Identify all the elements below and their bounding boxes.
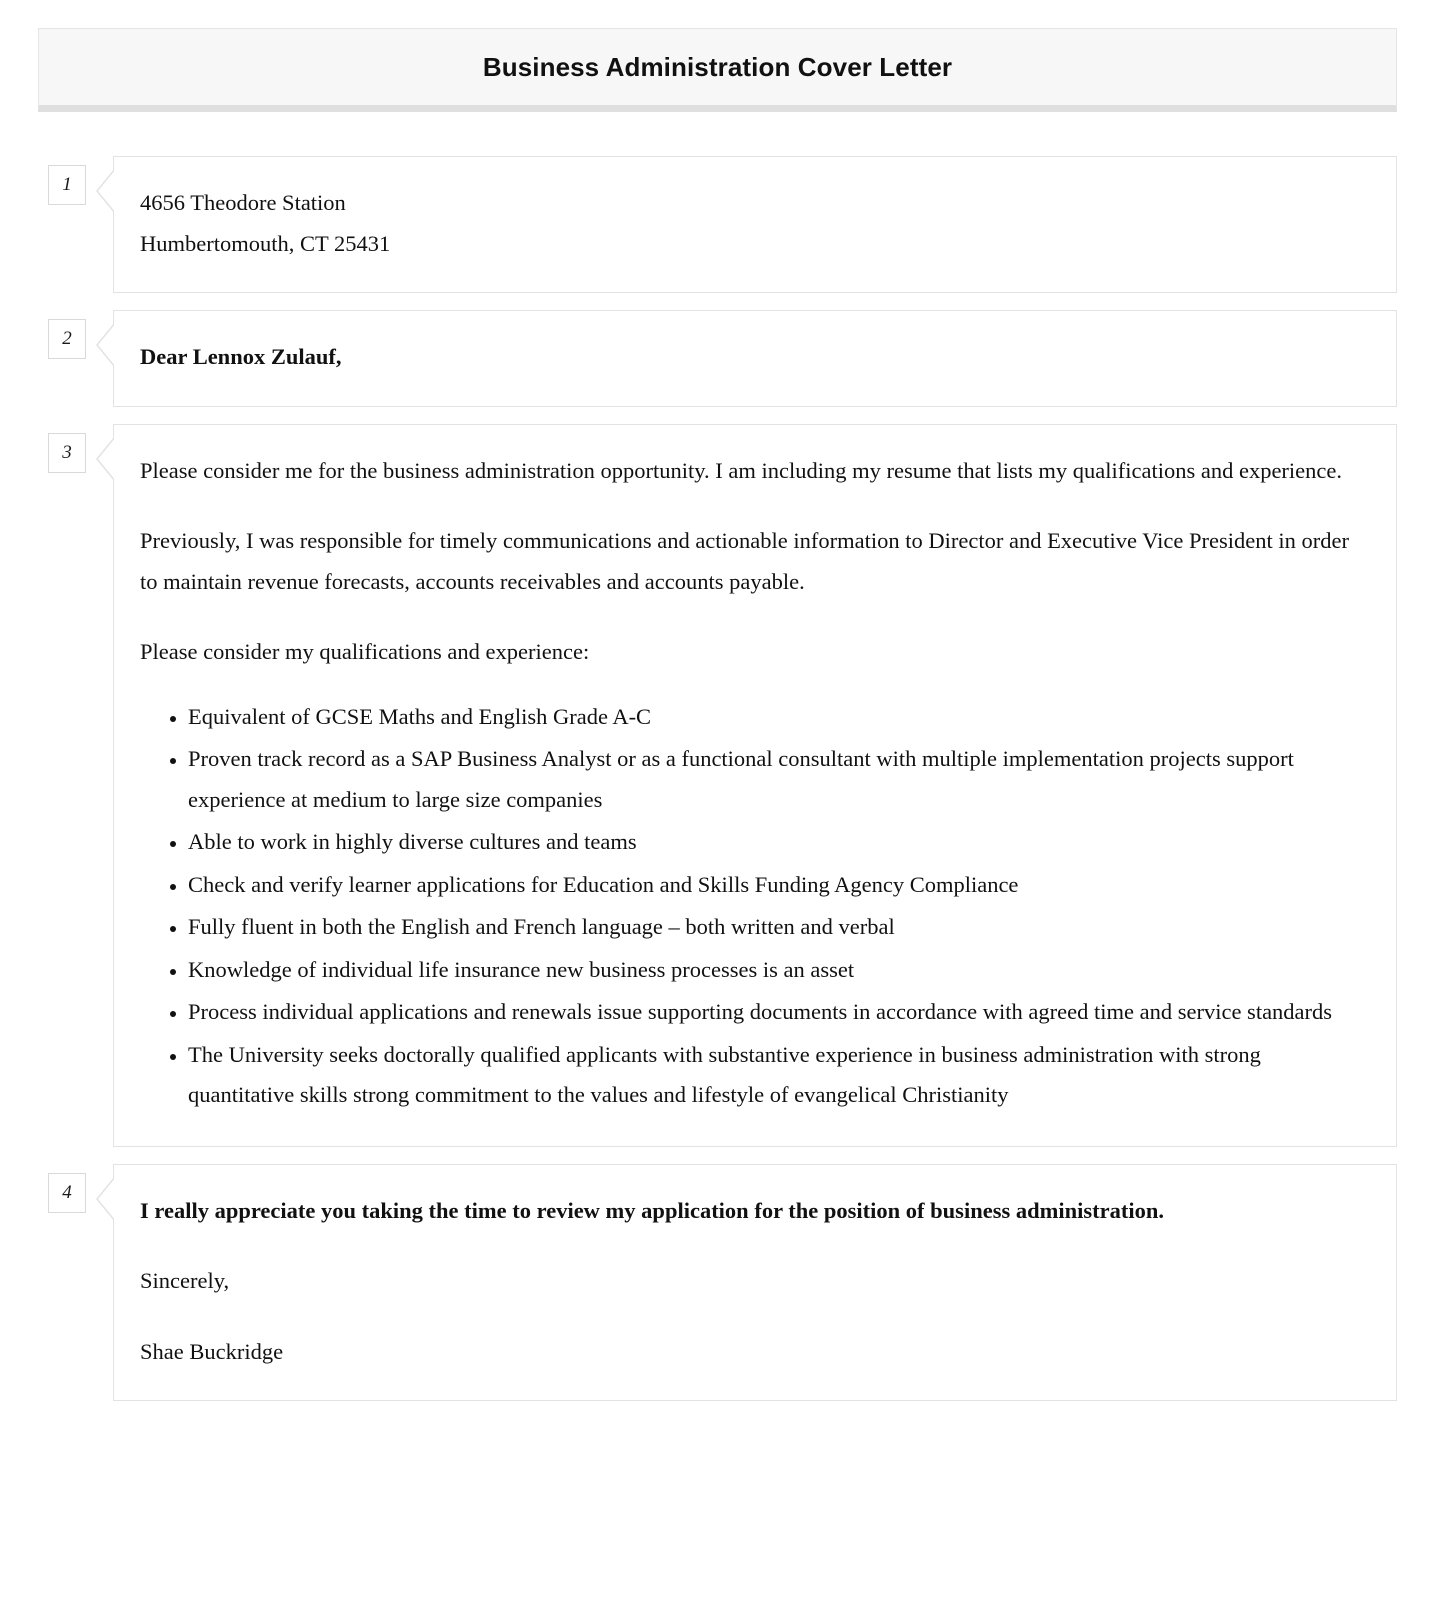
document-header xyxy=(38,28,1397,112)
closing-signature: Shae Buckridge xyxy=(140,1338,284,1364)
letter-block-closing xyxy=(38,1164,1397,1402)
block-number-column xyxy=(38,156,96,205)
block-bubble-wrapper xyxy=(96,310,1397,407)
block-number-column xyxy=(38,1164,96,1213)
block-number-badge: 4 xyxy=(48,1173,86,1213)
block-bubble-wrapper xyxy=(96,156,1397,293)
body-paragraph-2: Previously, I was responsible for timely communications and actionable information to Director and Executive Vice President in order to maintain revenue forecasts, accounts receivables and accounts payable. xyxy=(140,528,1349,594)
list-item: • Equivalent of GCSE Maths and English Grade A-C xyxy=(188,697,1360,738)
letter-block-address xyxy=(38,156,1397,293)
block-number-badge: 2 xyxy=(48,319,86,359)
qualifications-list xyxy=(140,697,1360,1116)
salutation-bubble xyxy=(113,310,1397,407)
list-item: • Knowledge of individual life insurance new business processes is an asset xyxy=(188,950,1360,991)
closing-signoff: Sincerely, xyxy=(140,1268,230,1293)
address-bubble xyxy=(113,156,1397,293)
list-item: • Able to work in highly diverse cultures and teams xyxy=(188,822,1360,863)
address-line-2: Humbertomouth, CT 25431 xyxy=(140,230,391,256)
closing-bubble xyxy=(113,1164,1397,1402)
block-bubble-wrapper xyxy=(96,1164,1397,1402)
body-bubble xyxy=(113,424,1397,1147)
block-number-column xyxy=(38,310,96,359)
block-number-column xyxy=(38,424,96,473)
closing-thanks: I really appreciate you taking the time to review my application for the position of business administration. xyxy=(140,1197,1164,1223)
list-item: • Fully fluent in both the English and French language – both written and verbal xyxy=(188,907,1360,948)
body-paragraph-3: Please consider my qualifications and experience: xyxy=(140,639,590,664)
letter-block-body xyxy=(38,424,1397,1147)
list-item: • Check and verify learner applications for Education and Skills Funding Agency Compliance xyxy=(188,865,1360,906)
page-title: Business Administration Cover Letter xyxy=(482,51,953,82)
block-number-badge: 3 xyxy=(48,433,86,473)
block-number-badge: 1 xyxy=(48,165,86,205)
letter-block-salutation xyxy=(38,310,1397,407)
salutation-text: Dear Lennox Zulauf, xyxy=(140,344,342,369)
list-item: • The University seeks doctorally qualified applicants with substantive experience in business administration with strong quantitative skills strong commitment to the values and lifestyle of evangelical Christianity xyxy=(188,1035,1360,1116)
address-line-1: 4656 Theodore Station xyxy=(140,190,346,215)
body-paragraph-1: Please consider me for the business administration opportunity. I am including my resume that lists my qualifications and experience. xyxy=(140,457,1343,483)
list-item: • Process individual applications and renewals issue supporting documents in accordance with agreed time and service standards xyxy=(188,992,1360,1033)
list-item: • Proven track record as a SAP Business Analyst or as a functional consultant with multiple implementation projects support experience at medium to large size companies xyxy=(188,739,1360,820)
block-bubble-wrapper xyxy=(96,424,1397,1147)
